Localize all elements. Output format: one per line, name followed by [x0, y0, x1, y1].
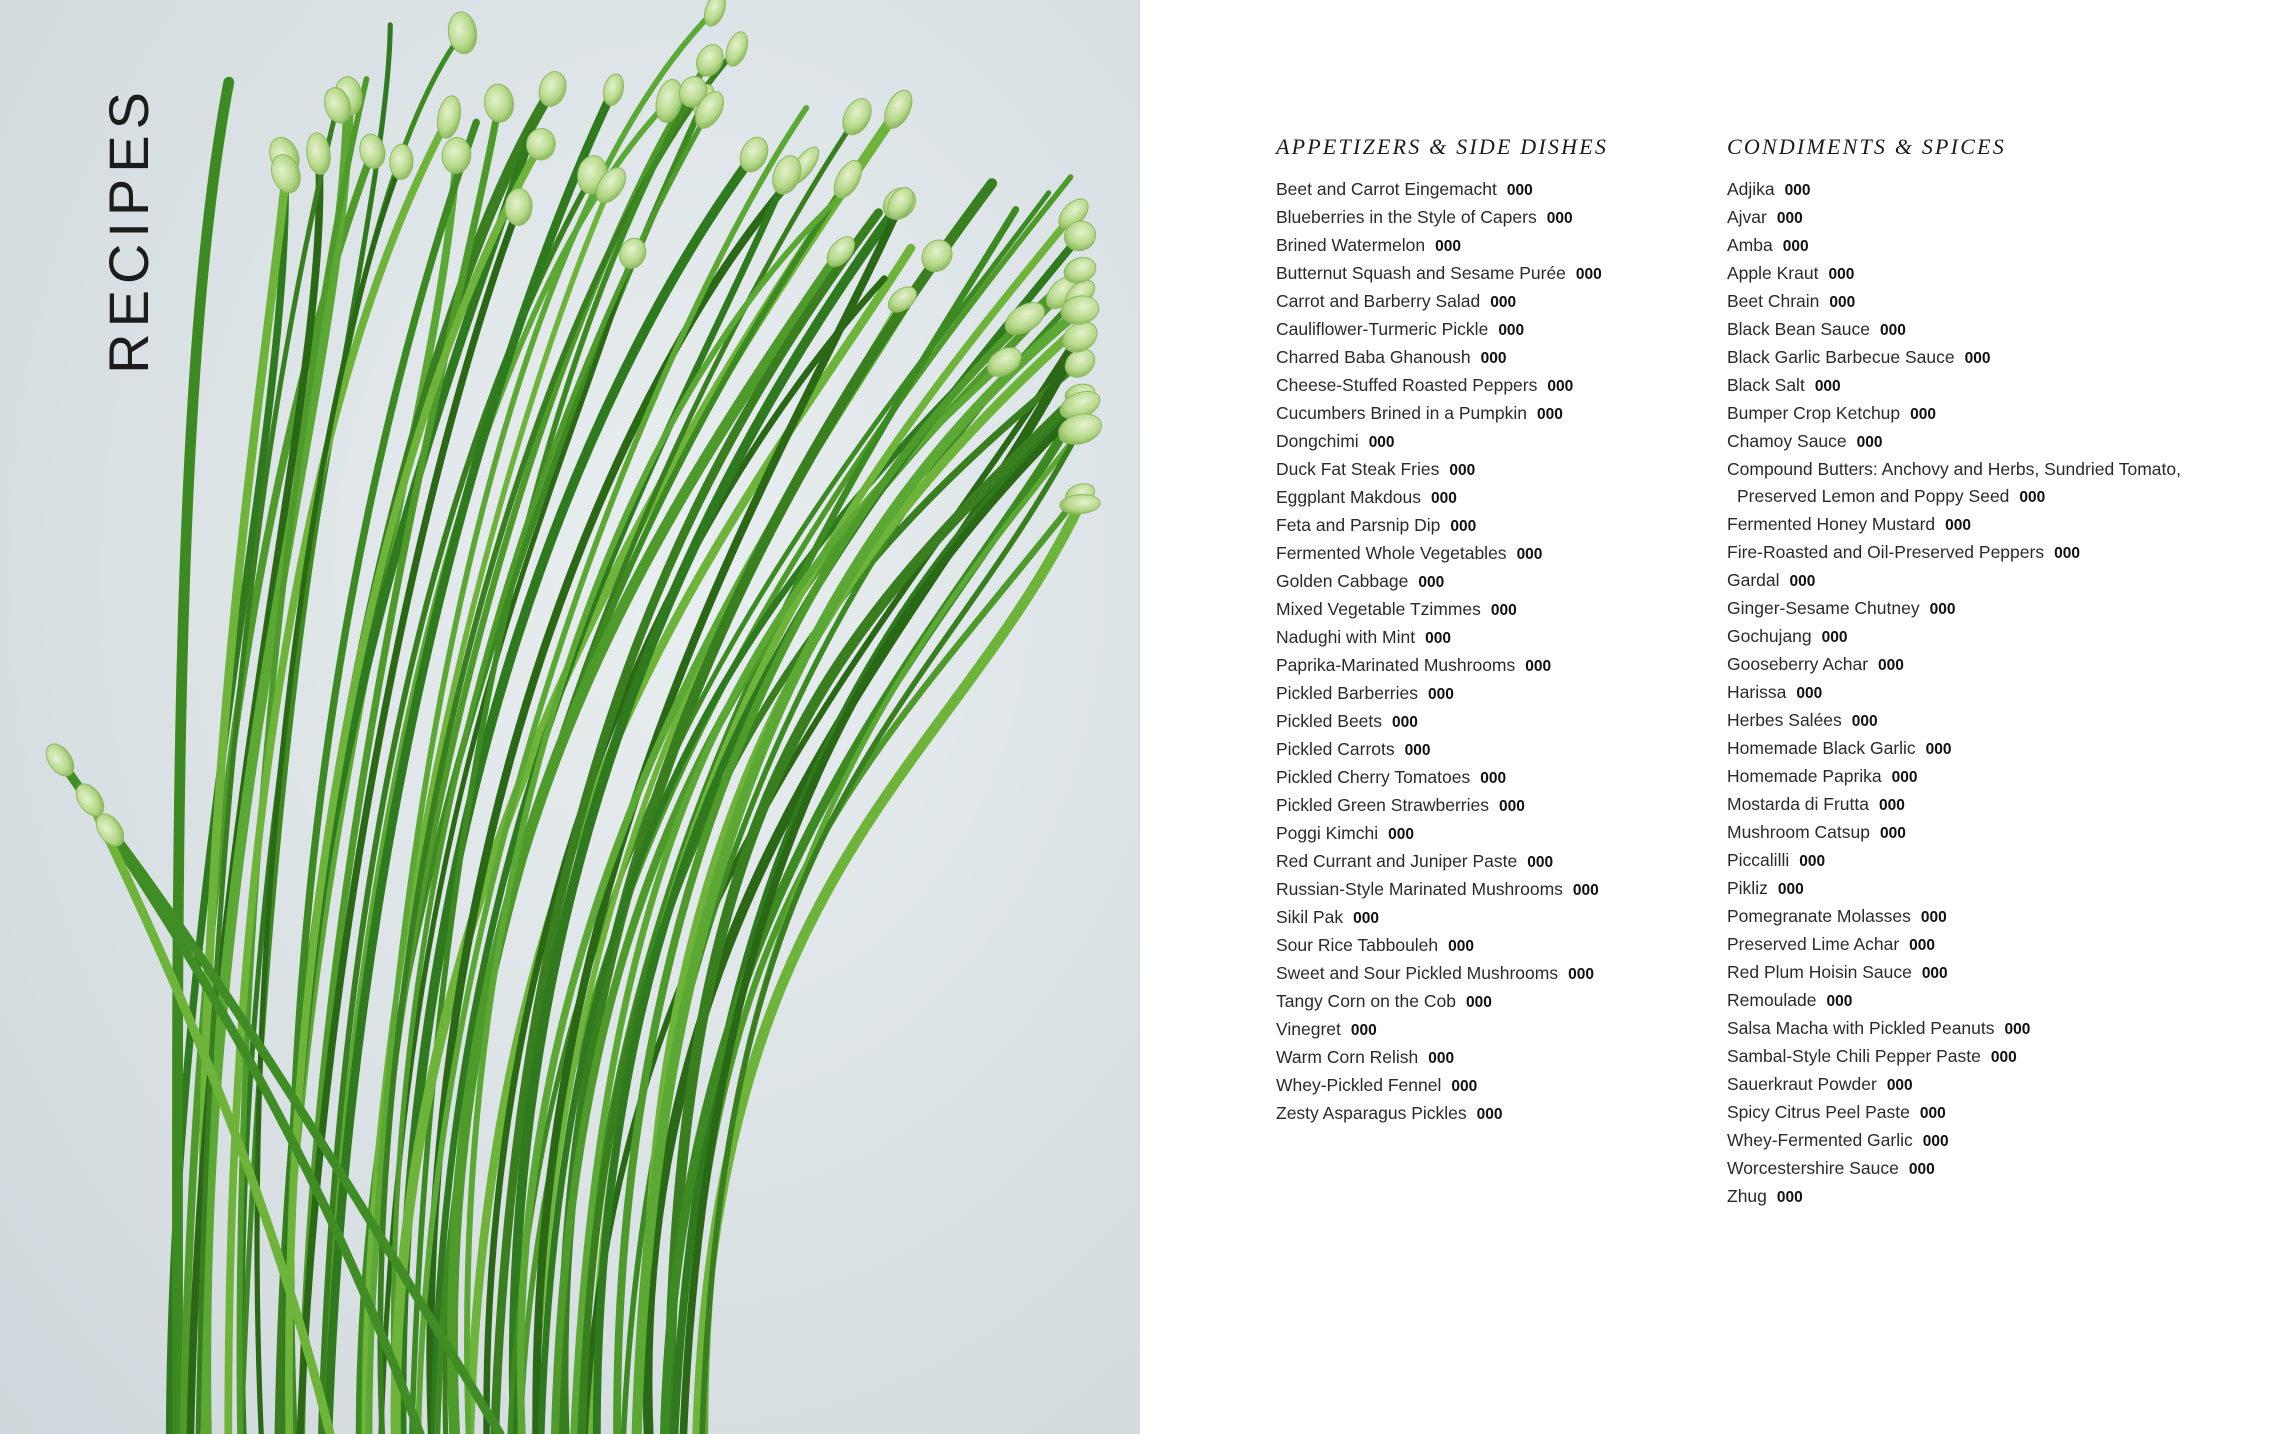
recipe-entry: [1727, 819, 2247, 847]
page-number: 000: [1353, 910, 1379, 927]
recipe-entry: [1276, 484, 1608, 512]
page-number: 000: [2004, 1021, 2031, 1038]
recipe-name: Spicy Citrus Peel Paste: [1727, 1102, 1910, 1122]
recipe-entry: [1276, 1044, 1608, 1072]
page-number: 000: [1776, 210, 1803, 227]
recipe-name: Adjika: [1727, 179, 1775, 199]
recipe-name: Zhug: [1727, 1186, 1767, 1206]
page-number: 000: [1851, 713, 1878, 730]
page-number: 000: [1879, 797, 1905, 814]
recipe-entry: [1727, 931, 2247, 959]
recipe-name: Warm Corn Relish: [1276, 1047, 1419, 1067]
recipe-name: Vinegret: [1276, 1019, 1341, 1039]
recipe-name: Beet and Carrot Eingemacht: [1276, 179, 1497, 199]
recipe-name: Butternut Squash and Sesame Purée: [1276, 263, 1566, 283]
page-number: 000: [1480, 350, 1507, 367]
recipe-entry: [1727, 987, 2247, 1015]
recipe-name: Gochujang: [1727, 626, 1812, 646]
page-number: 000: [1490, 294, 1517, 311]
recipe-name: Carrot and Barberry Salad: [1276, 291, 1481, 311]
recipe-entry: [1727, 623, 2247, 651]
recipe-name-continued: [1727, 483, 2247, 511]
recipe-entry: [1727, 959, 2247, 987]
recipe-entry: [1276, 344, 1608, 372]
page-number: 000: [1821, 629, 1848, 646]
recipe-name: Duck Fat Steak Fries: [1276, 459, 1440, 479]
page-number: 000: [1568, 966, 1594, 983]
recipe-name: Tangy Corn on the Cob: [1276, 991, 1456, 1011]
recipe-name: Sauerkraut Powder: [1727, 1074, 1877, 1094]
recipe-entry: [1727, 791, 2247, 819]
recipe-entry: [1727, 1183, 2247, 1211]
chives-bunch-icon: [0, 0, 1138, 1434]
recipe-list: [1727, 176, 2247, 1211]
recipe-name: Zesty Asparagus Pickles: [1276, 1103, 1467, 1123]
recipe-name: Whey-Pickled Fennel: [1276, 1075, 1442, 1095]
recipe-entry: [1276, 624, 1608, 652]
page-number: 000: [1891, 769, 1918, 786]
recipe-name: Golden Cabbage: [1276, 571, 1409, 591]
recipe-entry: [1276, 652, 1608, 680]
recipe-name: Pickled Cherry Tomatoes: [1276, 767, 1471, 787]
recipe-name: Sikil Pak: [1276, 907, 1344, 927]
recipe-name: Harissa: [1727, 682, 1787, 702]
recipe-entry: [1727, 567, 2247, 595]
page-number: 000: [1498, 322, 1525, 339]
page-number: 000: [1490, 602, 1517, 619]
page-number: 000: [1964, 350, 1991, 367]
page-number: 000: [1506, 182, 1533, 199]
index-page: [1140, 0, 2279, 1434]
recipe-name: Beet Chrain: [1727, 291, 1820, 311]
page-number: 000: [1448, 938, 1475, 955]
recipe-name: Nadughi with Mint: [1276, 627, 1416, 647]
page-number: 000: [1547, 378, 1574, 395]
recipe-name: Homemade Paprika: [1727, 766, 1882, 786]
recipe-entry: [1727, 260, 2247, 288]
recipe-name: Fire-Roasted and Oil-Preserved Peppers: [1727, 542, 2045, 562]
page-number: 000: [1919, 1105, 1946, 1122]
recipe-name: Mushroom Catsup: [1727, 822, 1870, 842]
recipe-name: Black Bean Sauce: [1727, 319, 1871, 339]
recipe-name: Ginger-Sesame Chutney: [1727, 598, 1920, 618]
recipe-name: Bumper Crop Ketchup: [1727, 403, 1901, 423]
recipe-name: Amba: [1727, 235, 1773, 255]
recipe-entry: [1276, 316, 1608, 344]
recipe-name: Blueberries in the Style of Capers: [1276, 207, 1537, 227]
column-heading: CONDIMENTS & SPICES: [1727, 134, 2006, 159]
recipe-entry: [1727, 372, 2247, 400]
recipe-name: Cucumbers Brined in a Pumpkin: [1276, 403, 1527, 423]
recipe-name: Red Plum Hoisin Sauce: [1727, 962, 1912, 982]
recipe-entry: [1276, 260, 1608, 288]
recipe-name: Sweet and Sour Pickled Mushrooms: [1276, 963, 1559, 983]
chive-bud: [837, 94, 877, 140]
recipe-name: Piccalilli: [1727, 850, 1790, 870]
page-number: 000: [1575, 266, 1602, 283]
page-number: 000: [1430, 490, 1457, 507]
recipe-entry: [1276, 1016, 1608, 1044]
recipe-name: Preserved Lime Achar: [1727, 934, 1900, 954]
section-title: RECIPES: [97, 86, 160, 374]
recipe-name: Poggi Kimchi: [1276, 823, 1379, 843]
recipe-entry: [1276, 512, 1608, 540]
chive-bud: [357, 132, 388, 171]
column-condiments: [1727, 134, 2247, 1211]
page-number: 000: [1368, 434, 1395, 451]
recipe-name: Herbes Salées: [1727, 710, 1842, 730]
recipe-entry: [1276, 596, 1608, 624]
page-number: 000: [1856, 434, 1883, 451]
page-number: 000: [1879, 825, 1906, 842]
page-number: 000: [1425, 630, 1451, 647]
recipe-name: Whey-Fermented Garlic: [1727, 1130, 1913, 1150]
recipe-name: Cauliflower-Turmeric Pickle: [1276, 319, 1489, 339]
recipe-entry: [1276, 736, 1608, 764]
recipe-entry: [1276, 876, 1608, 904]
page-number: 000: [1878, 657, 1904, 674]
recipe-name: Charred Baba Ghanoush: [1276, 347, 1471, 367]
recipe-entry: [1727, 232, 2247, 260]
recipe-entry: [1276, 904, 1608, 932]
recipe-entry: [1276, 1100, 1608, 1128]
page-number: 000: [1480, 770, 1507, 787]
recipe-entry: [1276, 792, 1608, 820]
column-heading: APPETIZERS & SIDE DISHES: [1276, 134, 1609, 159]
page-number: 000: [1829, 294, 1856, 311]
recipe-entry: [1276, 540, 1608, 568]
recipe-name: Eggplant Makdous: [1276, 487, 1421, 507]
recipe-entry: [1727, 1015, 2247, 1043]
page-number: 000: [1777, 881, 1804, 898]
recipe-entry: [1276, 456, 1608, 484]
recipe-name: Feta and Parsnip Dip: [1276, 515, 1441, 535]
page-number: 000: [1536, 406, 1563, 423]
recipe-entry: [1276, 288, 1608, 316]
page-number: 000: [1449, 462, 1476, 479]
page-number: 000: [1908, 1161, 1935, 1178]
recipe-entry: [1727, 651, 2247, 679]
recipe-entry: [1276, 932, 1608, 960]
recipe-name: Sour Rice Tabbouleh: [1276, 935, 1439, 955]
recipe-entry: [1276, 708, 1608, 736]
recipe-name: Remoulade: [1727, 990, 1817, 1010]
recipe-list: [1276, 176, 1608, 1128]
page-number: 000: [2019, 489, 2046, 506]
recipe-entry: [1276, 400, 1608, 428]
recipe-entry: [1727, 1155, 2247, 1183]
recipe-entry: [1727, 176, 2247, 204]
page-number: 000: [1886, 1077, 1913, 1094]
recipe-entry: [1727, 204, 2247, 232]
recipe-entry: [1727, 707, 2247, 735]
recipe-name: Pikliz: [1727, 878, 1768, 898]
page-number: 000: [1435, 238, 1462, 255]
recipe-entry: [1276, 232, 1608, 260]
page-number: 000: [1418, 574, 1445, 591]
page-number: 000: [1782, 238, 1809, 255]
page-number: 000: [1546, 210, 1573, 227]
recipe-name: Cheese-Stuffed Roasted Peppers: [1276, 375, 1538, 395]
page-number: 000: [1922, 1133, 1949, 1150]
page-number: 000: [1404, 742, 1431, 759]
recipe-name: Sambal-Style Chili Pepper Paste: [1727, 1046, 1981, 1066]
recipe-entry: [1727, 1071, 2247, 1099]
chive-bud: [389, 144, 413, 180]
recipe-name: Pickled Green Strawberries: [1276, 795, 1489, 815]
page-number: 000: [1476, 1106, 1503, 1123]
page-number: 000: [1428, 1050, 1455, 1067]
page-number: 000: [1572, 882, 1599, 899]
recipe-entry: [1727, 288, 2247, 316]
recipe-name: Compound Butters: Anchovy and Herbs, Sundried Tomato,: [1727, 459, 2181, 479]
recipe-entry: [1727, 456, 2247, 511]
recipe-name: Pickled Barberries: [1276, 683, 1418, 703]
page-number: 000: [2054, 545, 2080, 562]
page-number: 000: [1776, 1189, 1803, 1206]
recipe-name: Gardal: [1727, 570, 1780, 590]
recipe-entry: [1276, 568, 1608, 596]
recipe-name: Gooseberry Achar: [1727, 654, 1869, 674]
page-number: 000: [1428, 686, 1454, 703]
page-number: 000: [1527, 854, 1554, 871]
recipe-entry: [1727, 1127, 2247, 1155]
page-number: 000: [1880, 322, 1906, 339]
recipe-entry: [1727, 875, 2247, 903]
recipe-name: Mostarda di Frutta: [1727, 794, 1869, 814]
recipe-entry: [1276, 680, 1608, 708]
recipe-entry: [1276, 372, 1608, 400]
recipe-entry: [1727, 1043, 2247, 1071]
page-number: 000: [1826, 993, 1853, 1010]
page-number: 000: [1925, 741, 1952, 758]
recipe-name: Russian-Style Marinated Mushrooms: [1276, 879, 1563, 899]
recipe-entry: [1276, 176, 1608, 204]
recipe-entry: [1727, 763, 2247, 791]
page-number: 000: [1796, 685, 1823, 702]
recipe-entry: [1727, 400, 2247, 428]
recipe-name: Homemade Black Garlic: [1727, 738, 1916, 758]
recipe-name: Fermented Honey Mustard: [1727, 514, 1936, 534]
chive-bud: [483, 83, 516, 124]
recipe-name-continued-text: Preserved Lemon and Poppy Seed: [1737, 486, 2010, 506]
recipe-entry: [1276, 988, 1608, 1016]
recipe-entry: [1727, 428, 2247, 456]
page-number: 000: [1388, 826, 1415, 843]
page-number: 000: [1451, 1078, 1478, 1095]
recipe-name: Black Garlic Barbecue Sauce: [1727, 347, 1955, 367]
recipe-name: Black Salt: [1727, 375, 1805, 395]
recipe-name: Chamoy Sauce: [1727, 431, 1847, 451]
page-number: 000: [1921, 965, 1948, 982]
page-number: 000: [1525, 658, 1552, 675]
page-number: 000: [1929, 601, 1956, 618]
page-number: 000: [1910, 406, 1937, 423]
column-appetizers: [1276, 134, 1608, 1128]
page-number: 000: [1828, 266, 1855, 283]
recipe-name: Apple Kraut: [1727, 263, 1819, 283]
recipe-entry: [1727, 511, 2247, 539]
recipe-entry: [1727, 679, 2247, 707]
page-number: 000: [1516, 546, 1543, 563]
recipe-entry: [1727, 595, 2247, 623]
page-number: 000: [1799, 853, 1826, 870]
recipe-entry: [1727, 316, 2247, 344]
photo-page: [0, 0, 1138, 1434]
recipe-name: Pickled Beets: [1276, 711, 1383, 731]
page-number: 000: [1499, 798, 1525, 815]
page-number: 000: [1465, 994, 1492, 1011]
page-number: 000: [1920, 909, 1947, 926]
recipe-name: Mixed Vegetable Tzimmes: [1276, 599, 1481, 619]
recipe-entry: [1727, 735, 2247, 763]
recipe-name: Brined Watermelon: [1276, 235, 1426, 255]
recipe-entry: [1276, 1072, 1608, 1100]
recipe-entry: [1727, 344, 2247, 372]
recipe-name: Red Currant and Juniper Paste: [1276, 851, 1518, 871]
recipe-entry: [1727, 847, 2247, 875]
page-number: 000: [1350, 1022, 1377, 1039]
recipe-name: Ajvar: [1727, 207, 1767, 227]
recipe-name: Pickled Carrots: [1276, 739, 1395, 759]
page-number: 000: [1784, 182, 1811, 199]
recipe-name: Worcestershire Sauce: [1727, 1158, 1899, 1178]
page-number: 000: [1450, 518, 1477, 535]
recipe-entry: [1276, 204, 1608, 232]
recipe-name: Dongchimi: [1276, 431, 1359, 451]
page-number: 000: [1990, 1049, 2017, 1066]
page-number: 000: [1392, 714, 1418, 731]
page-number: 000: [1945, 517, 1972, 534]
recipe-entry: [1276, 960, 1608, 988]
recipe-entry: [1276, 428, 1608, 456]
recipe-name: Fermented Whole Vegetables: [1276, 543, 1507, 563]
recipe-entry: [1276, 764, 1608, 792]
recipe-entry: [1727, 539, 2247, 567]
recipe-name: Salsa Macha with Pickled Peanuts: [1727, 1018, 1995, 1038]
recipe-name: Paprika-Marinated Mushrooms: [1276, 655, 1516, 675]
recipe-entry: [1727, 903, 2247, 931]
recipe-entry: [1727, 1099, 2247, 1127]
recipe-name: Pomegranate Molasses: [1727, 906, 1911, 926]
recipe-entry: [1276, 848, 1608, 876]
recipe-entry: [1276, 820, 1608, 848]
page-number: 000: [1909, 937, 1936, 954]
page-number: 000: [1814, 378, 1841, 395]
page-number: 000: [1789, 573, 1816, 590]
